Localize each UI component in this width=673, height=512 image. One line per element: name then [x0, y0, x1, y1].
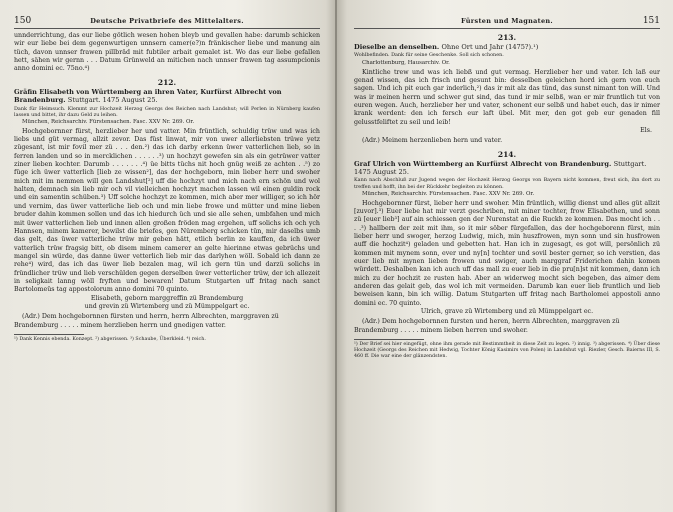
right-page: [337, 0, 673, 512]
running-title: Fürsten und Magnaten.: [460, 17, 553, 25]
letter-address: (Adr.) Meinem herzenlieben hern und vater.: [362, 137, 503, 145]
letter-title: [354, 160, 660, 177]
footnote-rule: [14, 334, 84, 335]
page-number: 150: [14, 16, 32, 26]
letter-body: Hochgebornner fürst, herzlieber her und vatter. Min früntlich, schuldig trüw und was ich liebs und güt vermag, allzit zevor. Das füst linwat, mir von uwer allerliebsten trüwe yetz zügesant, ist mir fovil mer zü . . . den.²) das ich darby erkenn üwer vatterlichen lieb, so in ferren landen und so in mercklichen . . . . . .³) un hochzyt gewefen sin als ein getrüwer vatter ziner lieben kochter. Darumb . . . . . . .⁴) üe bitts tüchs nit hoch gnüg weiß ze achten . .⁵) zo füge ich üwer vatterlich [lieb ze wissen²], das der hochgeborn, min lieber herr und swoher mich mit im nemmen will gen Landshut[²] uff die hochzyt und mich nach ern schön und wol halten, demnach sin lieb mir och vil vielleichen hochzyt machen lassen wil einen guldin rock und ein samentin schüben.³) Uff solche hochzyt ze kommen, mich aber mer williger, so ich hör und vernim, das üwer vatterliche lieb och und min liebe frowe und mütter und mine lieben bruder dahin kommen sollen und das ich hiedurch üch und sie alle sehen, umbfahen und mich mit üwer vatterlichen lieb und innen allen großen fröden mag ergehen, uff solichs ich och ych Hannsen, minem kamerer, bewilst die briefes, gen Nüremberg schicken tün, mir daselbs umb das gelt, das üwer vatterliche trüw mir geben hätt, etlich berlin ze kauffen, da ich üwer vatterlich trüw fragsig bitt, ob disem minem camerer an gelte hierinne etwas gebrüchs und mangel sin würde, das danne üwer vetterlich lieb mir das darlyhen wöll. Sobald ich dann ze rehe⁴) wird, das ich das üwer lieb bezalen mag, wil ich gern tün und darzü solichs in fründlicher trüw und lieb verschülden gegen derselben üwer vetterlicher trüw, der ich allezeit in seligkait lanng wöll fryften und bewaren! Datum Stutgarten uff fritag nach sanct Bartolomeüs tag appostolorum anno domini 70 quinto.: [14, 127, 320, 294]
letter-body: Kintliche trew und was ich liebß und gut vermag. Herzlieber her und vater. Ich laß eur genad wissen, das ich frisch und gesunt bin: desselben geleichen hord ich gern von euch sagen. Und ich pit euch gar inderlich,²) das ir mit alz das tünd, das sunst nimant ton will. Und was ir meinen herrn und schwer gut sind, das tund ir mir selbß, wan er mir fruntlich tut von euren wegen. Auch, herzlieber her und vater, schonent eur selbß und habet euch, das ir nimer krank werdent: den ich fersch eur laft übel. Mit mer, den got geb eur genaden fill gelusstfeliftet zu seil und leib!: [354, 68, 660, 126]
letter-source: Charlottenburg, Hausarchiv. Or.: [362, 59, 450, 66]
signature-line-1: Elisabeth, geborn marggreffin zü Brandemburg: [90, 294, 244, 302]
letter-title-text: Dieselbe an denselben.: [354, 43, 440, 51]
footnotes: ¹) Dank Kennis ebenda. Konzept. ²) abgerissen. ³) Schaube, Überkleid. ⁴) reich.: [14, 336, 206, 342]
letter-number: 213.: [497, 33, 517, 42]
letter-title-text: Graf Ulrich von Württemberg an Kurfürst Albrecht von Brandenburg.: [354, 159, 612, 168]
letter-source: München, Reichsarchiv. Fürstensachen. Fasc. XXV Nr. 269. Or.: [22, 118, 195, 125]
signature: Els.: [640, 126, 652, 134]
letter-source: München, Reichsarchiv. Fürstensachen. Fasc. XXV Nr. 269. Or.: [362, 190, 535, 197]
letter-title-text: Gräfin Elisabeth von Württemberg an ihren Vater, Kurfürst Albrecht von Brandenburg.: [14, 87, 282, 105]
running-header: [354, 16, 660, 29]
signature: Ulrich, grave zü Wirtemberg und zü Mümppelgart ec.: [420, 308, 594, 316]
left-page: [0, 0, 336, 512]
letter-number: 214.: [497, 149, 517, 159]
footnote-rule: [354, 339, 424, 340]
letter-place-date: Stuttgart. 1475 August 25.: [67, 96, 158, 105]
running-title: Deutsche Privatbriefe des Mittelalters.: [90, 17, 244, 25]
left-page-content: [14, 16, 320, 343]
letter-summary: Wohlbefinden. Dank für seine Geschenke. Soll sich schonen.: [354, 52, 504, 59]
letter-number: 212.: [157, 77, 177, 87]
letter-place-date: Stuttgart. 1475 August 25.: [354, 159, 647, 176]
letter-continuation: unnderrichtung, das eur liebe götlich wesen hohen bleyb und gevallen habe: darumb schicken wir eur liebe bei dem gegenwurtigen unnsern camer(e?)n fränkischer liebe und manung ain tüch, davon unnser frawen pillbräd mit fubtiler arbait gemalet ist. Wo das eur liebe gefallen hett, sähen wir gernn . . . Datum Grünweld an mitichen nach unnser frawen tag assumpcionis anno domini ec. 75no.⁴): [14, 32, 320, 73]
letter-body: Hochgebornner fürst, lieber herr und swoher. Min früntlich, willig dienst und alles güt allzit [zuvor].³) Euer liebe hat mir verzt geschriben, mit miner tochter, frow Elisabethen, und sonn zü [euer lieb³] auf ain schiessen gen der Nurenstat an die Ruckh ze kommen. Das mocht ich . . . .³) hallbern der zeit mit ihm, so it mir söber fürgefallen, das der hochgeborenn fürst, min lieber herr und swoger, herzog Ludwig, mich, min huszfrowen, myn sonn und sin husfrowen auff die hochzit⁴) geladen und gebetten hat. Han ich in zugesagt, es got will, persönlich zü kommen mit mynem sonn, ever und ny[n] tochter und sovil bester gerner, so ich verstien, das euer lieb mit mynen lieben frowen und swiger, auch marggraf Friderichen dahin komen würdett. Deshalben kan ich auch uff das mall zu euer lieb in die pru[n]st nit kommen, dann ich mich zu der hochzit ze rusten hab. Aber an widerweg mocht sich begeben, das aimer dem anderen das gelait geb, das wol ich mit vermeiden. Darumb kan euer lieb fruntlich und lieb beweisen kann, bin ich willig. Datum Stutgarten uff fritag nach Bartholomei appostoli anno domini ec. 70 quinto.: [354, 199, 660, 307]
letter-address: (Adr.) Dem hochgebornnen fursten und heren, herrn Albrechten, marggraven zü Brandemburg . . . . . minem lieben herren und swoher.: [354, 318, 620, 334]
letter-summary: Kann nach Abschluß zur Jugend wegen der Hochzeit Herzog Georgs von Bayern nicht kommen, freut sich, ihn dort zu treffen und hofft, ihn bei der Rückkehr begleiten zu können.: [354, 177, 660, 190]
page-number: 151: [642, 16, 660, 26]
letter-address: (Adr.) Dem hochgebornnen fürsten und herrn, herrn Albrechten, marggraven zü Brandemburg . . . . . minem herzlieben herrn und gnedigen vatter.: [14, 313, 279, 329]
letter-place-date: Ohne Ort und Jahr (1475?).¹): [441, 43, 539, 51]
letter-summary: Dank für Heimsuch. Klemmt zur Hochzeit Herzog Georgs des Reichen nach Landshut; will Perlen in Nürnberg kaufen lassen und bittet, ihr dazu Geld zu leihen.: [14, 105, 320, 118]
footnotes: ¹) Der Brief sei hier eingefügt, ohne ihm gerade mit Bestimmtheit in diese Zeit zu legen. ²) innig. ³) abgerissen. ⁴) Über diese Hochzeit (Georgs des Reichen mit Hedwig, Tochter König Kasimirs von Polen) in Landshut vgl. Riezler, Gesch. Baierns III, S. 460 ff. Die war eine der glänzendsten.: [354, 342, 660, 360]
right-page-content: [354, 16, 660, 360]
running-header: [14, 16, 320, 29]
letter-title: [354, 43, 660, 51]
signature-line-2: und grevin zü Wirtemberg und zü Mümppelgart ec.: [84, 302, 250, 310]
letter-title: [14, 88, 320, 105]
